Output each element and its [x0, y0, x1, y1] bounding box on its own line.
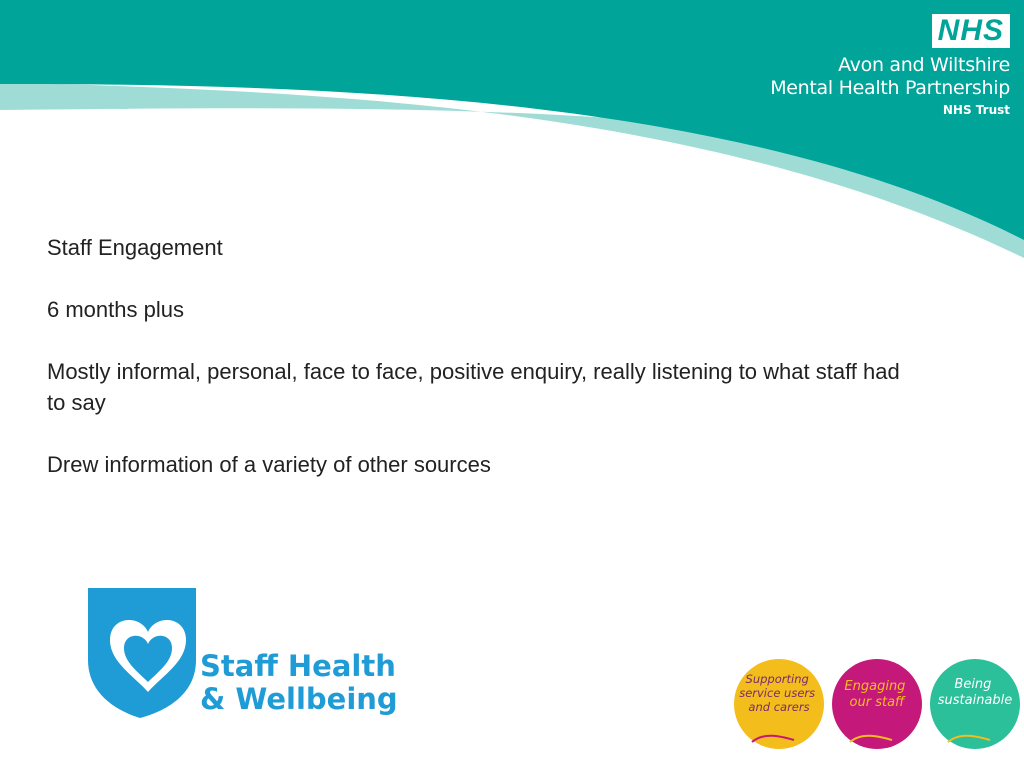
value-sustainable [930, 659, 1020, 749]
paragraph-duration: 6 months plus [47, 297, 184, 322]
paragraph-title: Staff Engagement [47, 235, 223, 260]
svg-text:Supporting service users: Supporting service users and carers [739, 672, 816, 714]
nhs-logo: NHS [932, 14, 1010, 48]
heart-shield-icon [88, 588, 200, 718]
paragraph-sources: Drew information of a variety of other sources [47, 452, 491, 477]
value-engaging [832, 659, 922, 749]
trust-name-line3: NHS Trust [942, 103, 1010, 117]
trust-name-line2: Mental Health Partnership [770, 77, 1010, 99]
paragraph-approach: Mostly informal, personal, face to face, positive enquiry, really listening to what staff had to say [47, 359, 900, 415]
svg-text:Engaging our staff: Engaging our staff [844, 679, 906, 710]
logo-text-line2: & Wellbeing [200, 682, 398, 716]
value-supporting [734, 659, 824, 749]
trust-brand [730, 14, 1010, 119]
slide-body [47, 232, 907, 511]
svg-text:Being sustainable: Being sustainable [937, 677, 1013, 708]
trust-values-badges [734, 656, 1024, 756]
trust-name-line1: Avon and Wiltshire [838, 54, 1010, 76]
logo-text-line1: Staff Health [200, 649, 396, 683]
